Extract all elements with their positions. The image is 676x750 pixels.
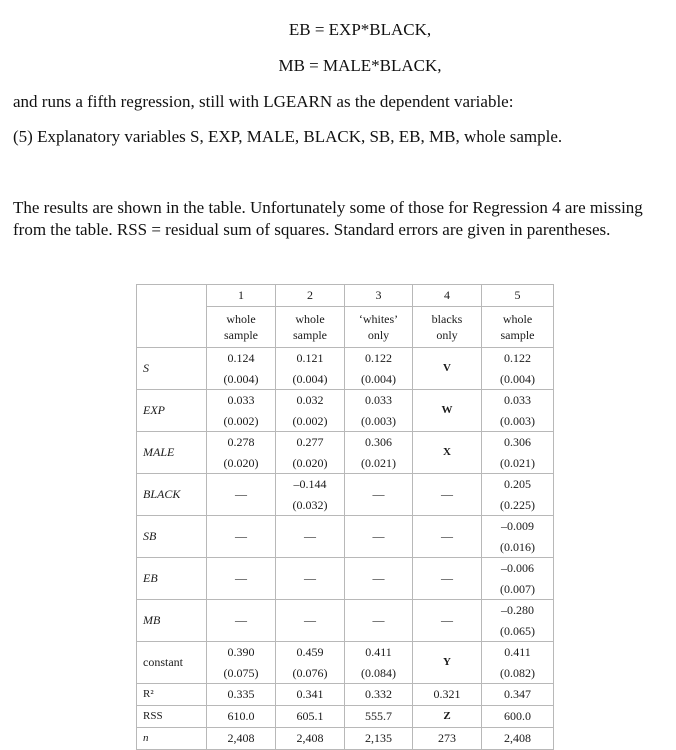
coef-cell — [276, 474, 345, 516]
standard-error: (0.075) — [223, 665, 259, 680]
stat-value: 610.0 — [207, 706, 276, 728]
coefficient: 0.459 — [296, 645, 324, 659]
stat-value: 0.332 — [345, 684, 413, 706]
coefficient: — — [304, 529, 316, 544]
sample-line: only — [436, 328, 458, 342]
row-label: SB — [137, 516, 207, 558]
row-label: EXP — [137, 390, 207, 432]
coef-cell — [276, 432, 345, 474]
coef-cell — [345, 600, 413, 642]
coefficient: 0.390 — [227, 645, 255, 659]
coef-cell — [345, 390, 413, 432]
stat-row — [137, 684, 554, 706]
column-number: 2 — [276, 285, 345, 307]
coef-cell — [207, 432, 276, 474]
standard-error: (0.004) — [223, 371, 259, 386]
coefficient: 0.121 — [296, 351, 324, 365]
header-number-row — [137, 285, 554, 307]
row-label: MB — [137, 600, 207, 642]
coef-cell — [345, 348, 413, 390]
coefficient: — — [235, 487, 247, 502]
coef-cell — [482, 390, 554, 432]
coef-cell — [413, 432, 482, 474]
stat-value: 555.7 — [345, 706, 413, 728]
coef-cell — [207, 642, 276, 684]
sample-line: whole — [226, 312, 256, 326]
column-sample — [345, 307, 413, 348]
standard-error: (0.225) — [500, 497, 535, 512]
coefficient: 0.033 — [365, 393, 392, 407]
standard-error: (0.002) — [292, 413, 328, 428]
coefficient: — — [441, 487, 453, 502]
coef-cell — [276, 600, 345, 642]
coefficient: 0.122 — [365, 351, 392, 365]
sample-line: whole — [295, 312, 325, 326]
coefficient: X — [443, 446, 451, 459]
coef-cell — [413, 348, 482, 390]
standard-error: (0.003) — [500, 413, 535, 428]
stat-value: 2,408 — [207, 728, 276, 750]
stat-value: 605.1 — [276, 706, 345, 728]
standard-error: (0.016) — [500, 539, 535, 554]
coefficient: — — [235, 529, 247, 544]
coef-cell — [345, 558, 413, 600]
sample-line: blacks — [431, 312, 463, 326]
coef-cell — [276, 558, 345, 600]
coef-cell — [276, 642, 345, 684]
sample-line: sample — [293, 328, 327, 342]
standard-error: (0.084) — [361, 665, 396, 680]
coefficient: Y — [443, 656, 451, 669]
stat-row — [137, 728, 554, 750]
standard-error: (0.021) — [361, 455, 396, 470]
coefficient: — — [235, 571, 247, 586]
coef-row — [137, 348, 554, 390]
coefficient: 0.033 — [227, 393, 255, 407]
coef-cell — [345, 432, 413, 474]
coefficient: 0.306 — [365, 435, 392, 449]
sample-line: whole — [502, 312, 533, 326]
coefficient: –0.280 — [501, 603, 534, 617]
row-label: MALE — [137, 432, 207, 474]
coef-cell — [482, 348, 554, 390]
coefficient: — — [441, 571, 453, 586]
standard-error: (0.007) — [500, 581, 535, 596]
coef-row — [137, 390, 554, 432]
coefficient: — — [304, 571, 316, 586]
standard-error: (0.065) — [500, 623, 535, 638]
standard-error: (0.004) — [361, 371, 396, 386]
stat-label: n — [137, 728, 207, 750]
equation-mb: MB = MALE*BLACK, — [278, 56, 442, 75]
results-table — [136, 284, 554, 750]
column-number: 1 — [207, 285, 276, 307]
coefficient: 0.278 — [227, 435, 255, 449]
coefficient: 0.411 — [504, 645, 531, 659]
coefficient: –0.144 — [293, 477, 327, 491]
coef-cell — [345, 516, 413, 558]
coef-cell — [207, 516, 276, 558]
column-number: 5 — [482, 285, 554, 307]
coef-cell — [276, 390, 345, 432]
coefficient: 0.033 — [504, 393, 531, 407]
coefficient: 0.205 — [504, 477, 531, 491]
standard-error: (0.021) — [500, 455, 535, 470]
stat-value: 273 — [413, 728, 482, 750]
coef-row — [137, 600, 554, 642]
coef-row — [137, 474, 554, 516]
coef-cell — [276, 516, 345, 558]
standard-error: (0.076) — [292, 665, 328, 680]
coefficient: 0.277 — [296, 435, 324, 449]
equation-eb: EB = EXP*BLACK, — [288, 20, 432, 39]
coef-row — [137, 516, 554, 558]
standard-error: (0.002) — [223, 413, 259, 428]
standard-error: (0.032) — [292, 497, 328, 512]
coefficient: –0.009 — [501, 519, 534, 533]
coefficient: — — [372, 529, 385, 544]
standard-error: (0.004) — [500, 371, 535, 386]
coef-cell — [482, 516, 554, 558]
stat-value: 2,408 — [276, 728, 345, 750]
stat-value: 2,135 — [345, 728, 413, 750]
results-paragraph: The results are shown in the table. Unfortunately some of those for Regression 4 are missing from the table. RSS = residual sum of squares. Standard errors are given in parentheses. — [13, 198, 643, 239]
row-label: constant — [137, 642, 207, 684]
stat-value: 0.347 — [482, 684, 554, 706]
coefficient: 0.122 — [504, 351, 531, 365]
coefficient: V — [443, 362, 451, 375]
coef-cell — [345, 474, 413, 516]
stat-value: Z — [413, 706, 482, 728]
coef-cell — [207, 600, 276, 642]
stat-value: 2,408 — [482, 728, 554, 750]
coefficient: 0.032 — [296, 393, 324, 407]
standard-error: (0.020) — [223, 455, 259, 470]
column-sample — [276, 307, 345, 348]
coef-cell — [482, 642, 554, 684]
column-sample — [413, 307, 482, 348]
coef-cell — [482, 474, 554, 516]
coefficient: — — [235, 613, 247, 628]
intro-line: and runs a fifth regression, still with LGEARN as the dependent variable: — [13, 92, 514, 111]
sample-line: sample — [224, 328, 258, 342]
column-number: 3 — [345, 285, 413, 307]
stat-row — [137, 706, 554, 728]
item-5: (5) Explanatory variables S, EXP, MALE, BLACK, SB, EB, MB, whole sample. — [13, 127, 563, 146]
coef-cell — [413, 474, 482, 516]
coef-row — [137, 432, 554, 474]
coef-cell — [413, 516, 482, 558]
coefficient: — — [441, 613, 453, 628]
corner-cell — [137, 285, 207, 348]
stat-label: R² — [137, 684, 207, 706]
standard-error: (0.003) — [361, 413, 396, 428]
coef-cell — [413, 600, 482, 642]
coefficient: — — [304, 613, 316, 628]
coefficient: — — [372, 487, 385, 502]
coef-cell — [207, 474, 276, 516]
stat-value: 0.321 — [413, 684, 482, 706]
standard-error: (0.020) — [292, 455, 328, 470]
column-sample — [207, 307, 276, 348]
coefficient: W — [441, 404, 453, 417]
row-label: EB — [137, 558, 207, 600]
coef-cell — [413, 390, 482, 432]
coef-cell — [207, 348, 276, 390]
coef-cell — [482, 558, 554, 600]
coef-cell — [207, 390, 276, 432]
column-number: 4 — [413, 285, 482, 307]
coefficient: — — [441, 529, 453, 544]
row-label: S — [137, 348, 207, 390]
coef-cell — [413, 642, 482, 684]
stat-value: 0.335 — [207, 684, 276, 706]
column-sample — [482, 307, 554, 348]
coef-row — [137, 642, 554, 684]
coef-cell — [482, 600, 554, 642]
standard-error: (0.004) — [292, 371, 328, 386]
coefficient: 0.306 — [504, 435, 531, 449]
sample-line: ‘whites’ — [358, 312, 399, 326]
coefficient: — — [372, 571, 385, 586]
stat-value: 0.341 — [276, 684, 345, 706]
coef-cell — [345, 642, 413, 684]
stat-value: 600.0 — [482, 706, 554, 728]
coefficient: — — [372, 613, 385, 628]
standard-error: (0.082) — [500, 665, 535, 680]
sample-line: only — [367, 328, 390, 342]
coef-cell — [482, 432, 554, 474]
coefficient: 0.124 — [227, 351, 255, 365]
coefficient: 0.411 — [365, 645, 392, 659]
coefficient: –0.006 — [501, 561, 534, 575]
coef-row — [137, 558, 554, 600]
coef-cell — [413, 558, 482, 600]
coef-cell — [276, 348, 345, 390]
coef-cell — [207, 558, 276, 600]
row-label: BLACK — [137, 474, 207, 516]
stat-label: RSS — [137, 706, 207, 728]
sample-line: sample — [500, 328, 535, 342]
